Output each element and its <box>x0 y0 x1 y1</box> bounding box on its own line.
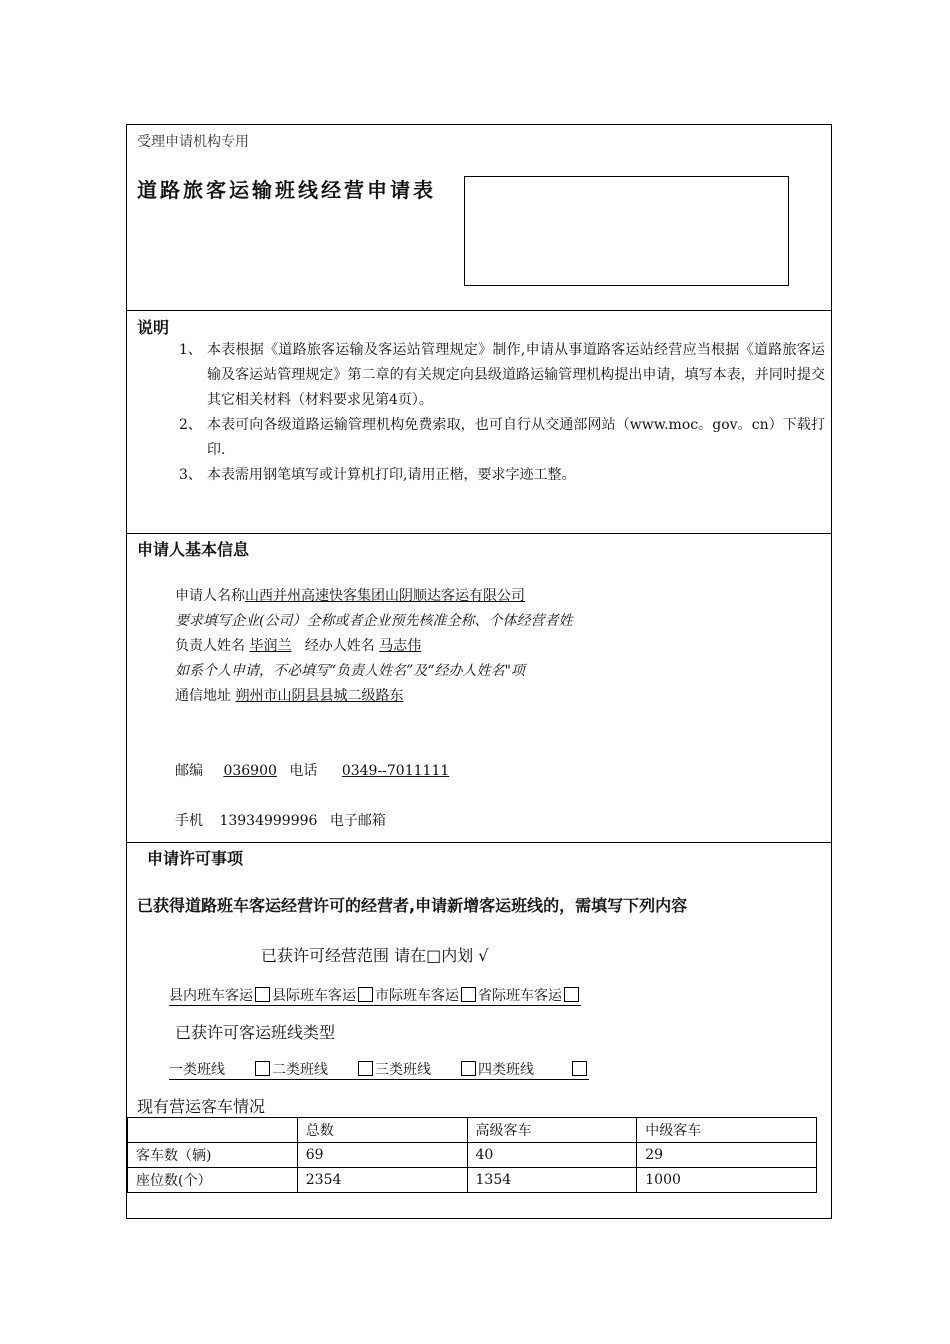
mobile-value[interactable]: 13934999996 <box>219 813 318 829</box>
applicant-heading: 申请人基本信息 <box>137 540 250 559</box>
table-cell: 客车数（辆) <box>128 1143 298 1168</box>
form-title: 道路旅客运输班线经营申请表 <box>137 178 436 202</box>
zip-label: 邮编 <box>175 763 203 779</box>
applicant-name-value[interactable]: 山西并州高速快客集团山阴顺达客运有限公司 <box>245 588 525 604</box>
name-hint: 要求填写企业(公司）全称或者企业预先核准全称、个体经营者姓 <box>175 613 573 629</box>
note-item-2: 本表可向各级道路运输管理机构免费索取，也可自行从交通部网站（www.moc。gov。cn）下载打印. <box>207 417 825 458</box>
line-type-checkbox-4[interactable] <box>572 1061 587 1076</box>
receipt-stamp-box <box>464 176 789 286</box>
email-label: 电子邮箱 <box>329 813 386 829</box>
scope-title: 已获许可经营范围 请在□内划 √ <box>261 946 489 965</box>
divider <box>127 310 831 311</box>
zip-value[interactable]: 036900 <box>223 763 277 779</box>
applicant-name-row <box>175 585 525 605</box>
note-number-3: 3、 <box>179 467 202 483</box>
line-type-title: 已获许可客运班线类型 <box>175 1023 336 1042</box>
phone-value[interactable]: 0349--7011111 <box>341 763 450 779</box>
table-cell[interactable]: 1354 <box>467 1168 637 1193</box>
table-cell[interactable]: 29 <box>637 1143 817 1168</box>
handler-value[interactable]: 马志伟 <box>379 638 422 654</box>
scope-option-interprovince: 省际班车客运 <box>478 988 562 1004</box>
scope-checkbox-intercounty[interactable] <box>358 987 373 1002</box>
line-type-checkbox-3[interactable] <box>461 1061 476 1076</box>
line-type-3: 三类班线 <box>375 1062 431 1078</box>
fleet-table <box>127 1117 817 1193</box>
line-types-row <box>169 1059 589 1079</box>
handler-label: 经办人姓名 <box>304 638 375 654</box>
table-header-cell: 高级客车 <box>467 1118 637 1143</box>
zip-phone-row <box>175 760 449 780</box>
fleet-title: 现有营运客车情况 <box>137 1097 266 1116</box>
scope-option-county: 县内班车客运 <box>169 988 253 1004</box>
table-cell[interactable]: 69 <box>297 1143 467 1168</box>
divider <box>127 842 831 843</box>
permit-subheading: 已获得道路班车客运经营许可的经营者,申请新增客运班线的，需填写下列内容 <box>137 896 688 915</box>
leader-value[interactable]: 毕润兰 <box>249 638 292 654</box>
note-item-1: 本表根据《道路旅客运输及客运站管理规定》制作,申请从事道路客运站经营应当根据《道路旅客运输及客运站管理规定》第二章的有关规定向县级道路运输管理机构提出申请，填写本表，并同时提交其它相关材料（材料要求见第4页）。 <box>207 342 825 408</box>
address-value[interactable]: 朔州市山阴县县城二级路东 <box>235 688 404 704</box>
table-header-row <box>128 1118 817 1143</box>
table-header-cell: 中级客车 <box>637 1118 817 1143</box>
table-header-cell <box>128 1118 298 1143</box>
divider <box>127 533 831 534</box>
scope-checkbox-intercity[interactable] <box>461 987 476 1002</box>
address-row <box>175 685 403 705</box>
note-number-1: 1、 <box>179 342 202 358</box>
line-type-4: 四类班线 <box>478 1062 534 1078</box>
note-number-2: 2、 <box>179 417 202 433</box>
table-cell[interactable]: 1000 <box>637 1168 817 1193</box>
line-type-checkbox-2[interactable] <box>358 1061 373 1076</box>
note-item-3: 本表需用钢笔填写或计算机打印,请用正楷，要求字迹工整。 <box>207 467 576 483</box>
line-type-1: 一类班线 <box>169 1062 225 1078</box>
table-cell[interactable]: 40 <box>467 1143 637 1168</box>
table-header-cell: 总数 <box>297 1118 467 1143</box>
application-form <box>126 124 832 1219</box>
phone-label: 电话 <box>289 763 318 779</box>
mobile-label: 手机 <box>175 813 203 829</box>
applicant-name-label: 申请人名称 <box>175 588 245 604</box>
table-row <box>128 1143 817 1168</box>
leader-label: 负责人姓名 <box>175 638 245 654</box>
line-type-2: 二类班线 <box>272 1062 328 1078</box>
office-use-label: 受理申请机构专用 <box>137 134 249 150</box>
permit-heading: 申请许可事项 <box>147 849 244 868</box>
address-label: 通信地址 <box>175 688 231 704</box>
scope-options-row <box>169 985 581 1005</box>
personal-hint: 如系个人申请，不必填写“负责人姓名”及“经办人姓名"项 <box>175 663 525 679</box>
scope-option-intercounty: 县际班车客运 <box>272 988 356 1004</box>
line-type-checkbox-1[interactable] <box>255 1061 270 1076</box>
notes-heading: 说明 <box>137 318 170 337</box>
mobile-email-row <box>175 810 386 830</box>
scope-checkbox-county[interactable] <box>255 987 270 1002</box>
table-cell[interactable]: 2354 <box>297 1168 467 1193</box>
scope-checkbox-interprovince[interactable] <box>564 987 579 1002</box>
contact-names-row <box>175 635 421 655</box>
table-cell: 座位数(个） <box>128 1168 298 1193</box>
table-row <box>128 1168 817 1193</box>
scope-option-intercity: 市际班车客运 <box>375 988 459 1004</box>
